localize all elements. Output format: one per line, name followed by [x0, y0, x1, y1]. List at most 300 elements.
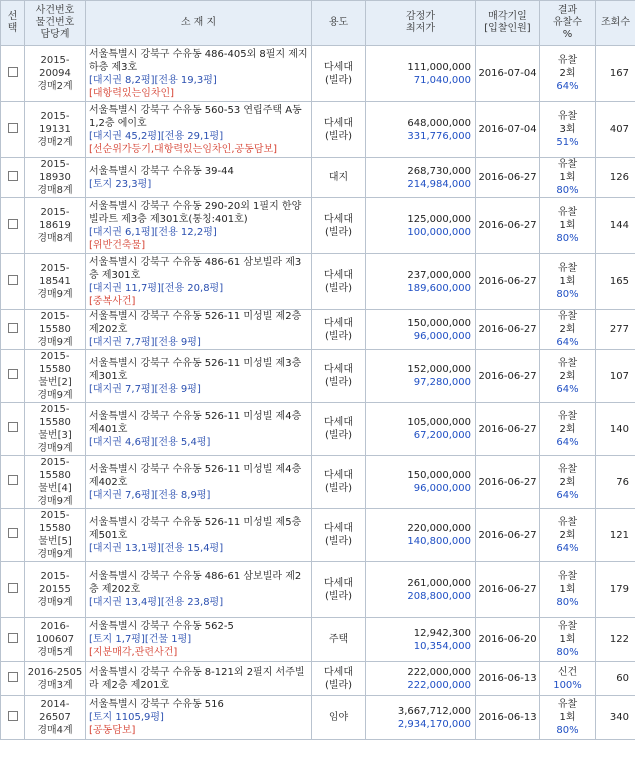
usage-type: 다세대 — [324, 364, 353, 375]
address-cell — [86, 350, 312, 403]
usage-cell — [312, 254, 366, 310]
case-number[interactable]: 2015-18541 — [39, 263, 71, 287]
appraisal-price: 125,000,000 — [407, 213, 471, 225]
case-cell — [25, 618, 86, 662]
price-ratio: 64% — [556, 383, 579, 395]
address-link[interactable]: 서울특별시 강북구 수유동 560-53 연립주택 A동 1,2층 에이호 — [89, 104, 302, 129]
header-address: 소 재 지 — [86, 1, 312, 46]
address-link[interactable]: 서울특별시 강북구 수유동 526-11 미성빌 제4층 제401호 — [89, 410, 302, 435]
appraisal-price: 261,000,000 — [407, 577, 471, 589]
usage-subtype: (빌라) — [324, 590, 353, 602]
price-ratio: 80% — [556, 289, 579, 300]
sale-date: 2016-06-27 — [476, 403, 540, 456]
result-status: 유찰 — [557, 357, 578, 369]
address-cell — [86, 198, 312, 254]
select-cell — [1, 350, 25, 403]
court-dept: 경매9계 — [37, 443, 73, 454]
usage-subtype: (빌라) — [324, 130, 353, 142]
area-info: [대지권 13,4평][전용 23,8평] — [89, 597, 224, 608]
failure-count: 2회 — [559, 68, 576, 79]
failure-count: 1회 — [559, 634, 576, 645]
table-row[interactable] — [1, 618, 635, 662]
usage-type: 다세대 — [324, 61, 353, 73]
table-row[interactable] — [1, 662, 635, 696]
select-cell — [1, 509, 25, 562]
court-dept: 경매9계 — [37, 337, 73, 348]
table-row[interactable] — [1, 198, 635, 254]
sale-date: 2016-07-04 — [476, 102, 540, 158]
select-cell — [1, 310, 25, 350]
minimum-price: 222,000,000 — [407, 679, 471, 691]
usage-type: 임야 — [328, 712, 349, 723]
table-row[interactable] — [1, 254, 635, 310]
table-row[interactable] — [1, 509, 635, 562]
row-checkbox[interactable] — [8, 422, 18, 432]
select-cell — [1, 198, 25, 254]
header-case: 사건번호 물건번호 담당계 — [25, 1, 86, 46]
area-info: [대지권 11,7평][전용 20,8평] — [89, 282, 224, 294]
result-status: 유찰 — [557, 263, 578, 274]
select-cell — [1, 158, 25, 198]
price-cell — [366, 310, 476, 350]
result-status: 유찰 — [557, 516, 578, 528]
view-count: 165 — [596, 254, 635, 310]
usage-type: 다세대 — [324, 317, 353, 329]
usage-type: 다세대 — [324, 666, 353, 678]
sale-date: 2016-06-27 — [476, 254, 540, 310]
case-cell — [25, 310, 86, 350]
minimum-price: 2,934,170,000 — [397, 718, 471, 730]
sale-date: 2016-06-27 — [476, 562, 540, 618]
failure-count: 3회 — [559, 124, 576, 135]
price-cell — [366, 456, 476, 509]
sale-date: 2016-06-20 — [476, 618, 540, 662]
view-count: 140 — [596, 403, 635, 456]
item-number: 물번[3] — [38, 430, 72, 441]
usage-subtype: (빌라) — [324, 330, 353, 342]
appraisal-price: 222,000,000 — [407, 666, 471, 678]
address-link[interactable]: 서울특별시 강북구 수유동 562-5 — [89, 621, 234, 632]
address-link[interactable]: 서울특별시 강북구 수유동 526-11 미성빌 제5층 제501호 — [89, 516, 302, 541]
table-row[interactable] — [1, 403, 635, 456]
case-cell — [25, 102, 86, 158]
failure-count: 1회 — [559, 712, 576, 723]
select-cell — [1, 662, 25, 696]
case-number[interactable]: 2015-18619 — [39, 207, 71, 231]
price-ratio: 64% — [556, 337, 579, 348]
failure-count: 2회 — [559, 370, 576, 382]
minimum-price: 97,280,000 — [413, 377, 471, 388]
result-cell — [540, 696, 596, 740]
view-count: 121 — [596, 509, 635, 562]
view-count: 144 — [596, 198, 635, 254]
result-status: 유찰 — [557, 55, 578, 66]
usage-cell — [312, 562, 366, 618]
price-cell — [366, 562, 476, 618]
address-link[interactable]: 서울특별시 강북구 수유동 516 — [89, 699, 224, 710]
case-number[interactable]: 2015-19131 — [39, 111, 71, 135]
minimum-price: 214,984,000 — [407, 178, 471, 190]
select-cell — [1, 46, 25, 102]
price-cell — [366, 662, 476, 696]
address-cell — [86, 102, 312, 158]
price-ratio: 80% — [556, 233, 579, 244]
view-count: 179 — [596, 562, 635, 618]
price-cell — [366, 46, 476, 102]
case-cell — [25, 562, 86, 618]
result-cell — [540, 350, 596, 403]
result-status: 유찰 — [557, 311, 578, 322]
appraisal-price: 3,667,712,000 — [397, 705, 471, 717]
result-cell — [540, 509, 596, 562]
address-cell — [86, 403, 312, 456]
table-row[interactable] — [1, 456, 635, 509]
usage-cell — [312, 158, 366, 198]
price-ratio: 64% — [556, 81, 579, 92]
result-status: 유찰 — [557, 699, 578, 710]
result-status: 유찰 — [557, 571, 578, 582]
court-dept: 경매9계 — [37, 289, 73, 300]
area-info: [대지권 13,1평][전용 15,4평] — [89, 542, 224, 554]
address-link[interactable]: 서울특별시 강북구 수유동 486-61 삼보빌라 제2층 제202호 — [89, 571, 302, 595]
area-info: [토지 1105,9평] — [89, 712, 164, 723]
address-link[interactable]: 서울특별시 강북구 수유동 526-11 미성빌 제4층 제402호 — [89, 463, 302, 488]
table-header-row — [1, 1, 635, 46]
result-cell — [540, 618, 596, 662]
sale-date: 2016-06-27 — [476, 310, 540, 350]
select-cell — [1, 456, 25, 509]
area-info: [대지권 8,2평][전용 19,3평] — [89, 74, 217, 86]
appraisal-price: 150,000,000 — [407, 317, 471, 329]
select-cell — [1, 562, 25, 618]
address-cell — [86, 509, 312, 562]
minimum-price: 189,600,000 — [407, 282, 471, 294]
special-note: [대항력있는임차인] — [89, 87, 175, 99]
price-cell — [366, 696, 476, 740]
case-number[interactable]: 2014-26507 — [39, 699, 71, 723]
sale-date: 2016-06-27 — [476, 350, 540, 403]
court-dept: 경매4계 — [37, 725, 73, 736]
minimum-price: 67,200,000 — [413, 430, 471, 441]
case-cell — [25, 403, 86, 456]
address-link[interactable]: 서울특별시 강북구 수유동 290-20외 1필지 한양빌라트 제3층 제301호(통칭:401호) — [89, 200, 302, 225]
area-info: [토지 1,7평][건물 1평] — [89, 634, 192, 645]
view-count: 407 — [596, 102, 635, 158]
usage-cell — [312, 350, 366, 403]
address-link[interactable]: 서울특별시 강북구 수유동 526-11 미성빌 제3층 제301호 — [89, 357, 302, 382]
area-info: [대지권 4,6평][전용 5,4평] — [89, 436, 211, 448]
address-cell — [86, 456, 312, 509]
usage-cell — [312, 403, 366, 456]
usage-subtype: (빌라) — [324, 679, 353, 691]
price-ratio: 51% — [556, 137, 579, 148]
price-cell — [366, 102, 476, 158]
table-body — [1, 46, 635, 740]
table-row[interactable] — [1, 102, 635, 158]
view-count: 167 — [596, 46, 635, 102]
appraisal-price: 648,000,000 — [407, 117, 471, 129]
sale-date: 2016-06-13 — [476, 662, 540, 696]
usage-subtype: (빌라) — [324, 536, 353, 547]
case-number[interactable]: 2015-15580 — [39, 510, 71, 534]
case-number[interactable]: 2015-20155 — [39, 571, 71, 595]
area-info: [대지권 7,7평][전용 9평] — [89, 383, 201, 395]
appraisal-price: 111,000,000 — [407, 61, 471, 73]
header-views: 조회수 — [596, 1, 635, 46]
appraisal-price: 105,000,000 — [407, 417, 471, 428]
court-dept: 경매8계 — [37, 233, 73, 244]
table-row[interactable] — [1, 158, 635, 198]
view-count: 340 — [596, 696, 635, 740]
failure-count: 2회 — [559, 324, 576, 335]
price-cell — [366, 403, 476, 456]
row-checkbox[interactable] — [8, 171, 18, 181]
item-number: 물번[2] — [38, 377, 72, 388]
case-cell — [25, 456, 86, 509]
sale-date: 2016-07-04 — [476, 46, 540, 102]
usage-cell — [312, 310, 366, 350]
address-cell — [86, 254, 312, 310]
select-cell — [1, 618, 25, 662]
header-result: 결과 유찰수 % — [540, 1, 596, 46]
area-info: [토지 23,3평] — [89, 178, 152, 190]
sale-date: 2016-06-13 — [476, 696, 540, 740]
area-info: [대지권 6,1평][전용 12,2평] — [89, 226, 217, 238]
usage-type: 다세대 — [324, 213, 353, 225]
usage-subtype: (빌라) — [324, 483, 353, 494]
minimum-price: 96,000,000 — [413, 483, 471, 494]
area-info: [대지권 7,7평][전용 9평] — [89, 337, 201, 348]
case-cell — [25, 158, 86, 198]
appraisal-price: 150,000,000 — [407, 470, 471, 481]
minimum-price: 140,800,000 — [407, 536, 471, 547]
case-cell — [25, 46, 86, 102]
court-dept: 경매9계 — [37, 549, 73, 560]
result-status: 유찰 — [557, 207, 578, 218]
result-cell — [540, 562, 596, 618]
failure-count: 1회 — [559, 584, 576, 595]
court-dept: 경매2계 — [37, 137, 73, 148]
failure-count: 1회 — [559, 220, 576, 231]
header-date: 매각기일 [입찰인원] — [476, 1, 540, 46]
failure-count: 2회 — [559, 476, 576, 488]
usage-type: 다세대 — [324, 577, 353, 589]
address-cell — [86, 310, 312, 350]
case-number[interactable]: 2015-15580 — [39, 351, 71, 375]
minimum-price: 331,776,000 — [407, 130, 471, 142]
usage-subtype: (빌라) — [324, 226, 353, 238]
price-ratio: 80% — [556, 597, 579, 608]
row-checkbox[interactable] — [8, 633, 18, 643]
row-checkbox[interactable] — [8, 711, 18, 721]
case-number[interactable]: 2015-15580 — [39, 457, 71, 481]
view-count: 122 — [596, 618, 635, 662]
area-info: [대지권 45,2평][전용 29,1평] — [89, 130, 224, 142]
case-number[interactable]: 2016-100607 — [35, 621, 75, 645]
usage-cell — [312, 456, 366, 509]
special-note: [선순위가등기,대항력있는임차인,공동담보] — [89, 143, 278, 155]
view-count: 277 — [596, 310, 635, 350]
case-number[interactable]: 2015-15580 — [39, 311, 71, 335]
table-row[interactable] — [1, 46, 635, 102]
price-cell — [366, 254, 476, 310]
usage-subtype: (빌라) — [324, 377, 353, 388]
price-ratio: 64% — [556, 542, 579, 554]
address-link[interactable]: 서울특별시 강북구 수유동 486-405외 8필지 제지하층 제3호 — [89, 48, 308, 73]
price-ratio: 64% — [556, 436, 579, 448]
row-checkbox[interactable] — [8, 369, 18, 379]
row-checkbox[interactable] — [8, 219, 18, 229]
usage-cell — [312, 662, 366, 696]
result-cell — [540, 403, 596, 456]
address-cell — [86, 562, 312, 618]
sale-date: 2016-06-27 — [476, 198, 540, 254]
select-cell — [1, 696, 25, 740]
price-cell — [366, 618, 476, 662]
address-cell — [86, 662, 312, 696]
row-checkbox[interactable] — [8, 123, 18, 133]
address-link[interactable]: 서울특별시 강북구 수유동 486-61 삼보빌라 제3층 제301호 — [89, 256, 302, 281]
court-dept: 경매5계 — [37, 647, 73, 658]
usage-cell — [312, 46, 366, 102]
address-link[interactable]: 서울특별시 강북구 수유동 526-11 미성빌 제2층 제202호 — [89, 311, 302, 335]
result-status: 유찰 — [557, 621, 578, 632]
address-cell — [86, 618, 312, 662]
address-link[interactable]: 서울특별시 강북구 수유동 39-44 — [89, 165, 234, 177]
failure-count: 1회 — [559, 276, 576, 287]
header-price: 감정가 최저가 — [366, 1, 476, 46]
usage-subtype: (빌라) — [324, 74, 353, 86]
result-cell — [540, 254, 596, 310]
sale-date: 2016-06-27 — [476, 158, 540, 198]
view-count: 76 — [596, 456, 635, 509]
minimum-price: 100,000,000 — [407, 226, 471, 238]
usage-type: 다세대 — [324, 417, 353, 428]
result-status: 신건 — [557, 666, 578, 678]
price-cell — [366, 158, 476, 198]
result-cell — [540, 456, 596, 509]
usage-type: 다세대 — [324, 470, 353, 481]
area-info: [대지권 7,6평][전용 8,9평] — [89, 489, 211, 501]
view-count: 60 — [596, 662, 635, 696]
usage-subtype: (빌라) — [324, 430, 353, 441]
court-dept: 경매9계 — [37, 597, 73, 608]
price-cell — [366, 198, 476, 254]
usage-type: 다세대 — [324, 523, 353, 534]
court-dept: 경매9계 — [37, 390, 73, 401]
failure-count: 2회 — [559, 423, 576, 435]
special-note: [지분매각,관련사건] — [89, 647, 178, 658]
select-cell — [1, 403, 25, 456]
result-status: 유찰 — [557, 111, 578, 122]
case-number[interactable]: 2016-2505 — [27, 666, 83, 678]
appraisal-price: 237,000,000 — [407, 269, 471, 281]
result-cell — [540, 310, 596, 350]
view-count: 107 — [596, 350, 635, 403]
special-note: [공동담보] — [89, 725, 136, 736]
table-row[interactable] — [1, 562, 635, 618]
row-checkbox[interactable] — [8, 323, 18, 333]
court-dept: 경매9계 — [37, 496, 73, 507]
court-dept: 경매2계 — [37, 81, 73, 92]
minimum-price: 71,040,000 — [413, 74, 471, 86]
usage-cell — [312, 102, 366, 158]
usage-cell — [312, 618, 366, 662]
usage-subtype: (빌라) — [324, 282, 353, 294]
row-checkbox[interactable] — [8, 672, 18, 682]
case-cell — [25, 696, 86, 740]
special-note: [중복사건] — [89, 295, 136, 307]
court-dept: 경매3계 — [37, 679, 73, 691]
usage-cell — [312, 198, 366, 254]
usage-type: 다세대 — [324, 117, 353, 129]
row-checkbox[interactable] — [8, 528, 18, 538]
row-checkbox[interactable] — [8, 583, 18, 593]
result-status: 유찰 — [557, 410, 578, 422]
appraisal-price: 220,000,000 — [407, 523, 471, 534]
case-cell — [25, 662, 86, 696]
court-dept: 경매8계 — [37, 185, 73, 196]
result-status: 유찰 — [557, 463, 578, 475]
case-cell — [25, 254, 86, 310]
price-ratio: 80% — [556, 725, 579, 736]
appraisal-price: 152,000,000 — [407, 364, 471, 375]
result-cell — [540, 662, 596, 696]
select-cell — [1, 102, 25, 158]
price-cell — [366, 350, 476, 403]
case-number[interactable]: 2015-15580 — [39, 404, 71, 428]
failure-count: 1회 — [559, 172, 576, 183]
table-row[interactable] — [1, 310, 635, 350]
select-cell — [1, 254, 25, 310]
usage-cell — [312, 696, 366, 740]
address-cell — [86, 158, 312, 198]
item-number: 물번[5] — [38, 536, 72, 547]
header-select: 선 택 — [1, 1, 25, 46]
row-checkbox[interactable] — [8, 67, 18, 77]
price-ratio: 64% — [556, 489, 579, 501]
minimum-price: 10,354,000 — [413, 640, 471, 652]
address-link[interactable]: 서울특별시 강북구 수유동 8-121외 2필지 서주빌라 제2층 제201호 — [89, 666, 305, 691]
result-cell — [540, 102, 596, 158]
case-number[interactable]: 2015-20094 — [39, 55, 71, 79]
table-row[interactable] — [1, 350, 635, 403]
sale-date: 2016-06-27 — [476, 456, 540, 509]
usage-type: 주택 — [328, 634, 349, 645]
minimum-price: 96,000,000 — [413, 330, 471, 342]
price-ratio: 80% — [556, 647, 579, 658]
result-status: 유찰 — [557, 159, 578, 170]
case-cell — [25, 350, 86, 403]
special-note: [위반건축물] — [89, 239, 146, 251]
appraisal-price: 268,730,000 — [407, 165, 471, 177]
result-cell — [540, 46, 596, 102]
result-cell — [540, 198, 596, 254]
usage-cell — [312, 509, 366, 562]
usage-type: 대지 — [328, 172, 349, 183]
failure-count: 2회 — [559, 529, 576, 541]
case-cell — [25, 198, 86, 254]
row-checkbox[interactable] — [8, 275, 18, 285]
address-cell — [86, 696, 312, 740]
header-usage: 용도 — [312, 1, 366, 46]
price-cell — [366, 509, 476, 562]
address-cell — [86, 46, 312, 102]
appraisal-price: 12,942,300 — [413, 627, 471, 639]
table-row[interactable] — [1, 696, 635, 740]
case-number[interactable]: 2015-18930 — [39, 159, 71, 183]
row-checkbox[interactable] — [8, 475, 18, 485]
